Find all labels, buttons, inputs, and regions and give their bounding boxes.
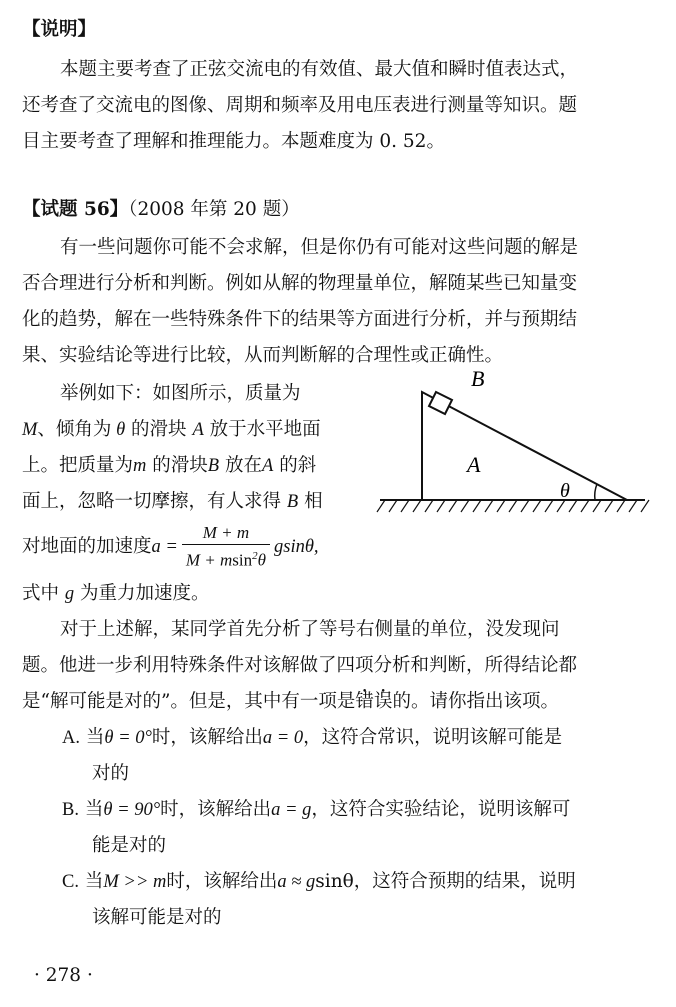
- example-line: 上。把质量为m 的滑块B 放在A 的斜: [22, 455, 317, 476]
- explanation-header: 【说明】: [22, 19, 97, 40]
- example-line: M、倾角为 θ 的滑块 A 放于水平地面: [22, 419, 321, 440]
- explanation-line: 本题主要考查了正弦交流电的有效值、最大值和瞬时值表达式，: [60, 59, 579, 80]
- example-line: 式中 g 为重力加速度。: [22, 583, 210, 604]
- option-A-cont: 对的: [92, 763, 130, 784]
- example-line: 面上，忽略一切摩擦，有人求得 B 相: [22, 491, 323, 512]
- incline-figure: [375, 370, 655, 525]
- acceleration-formula: 对地面的加速度a = $\frac{M + m}{M + msin^2\theta}$ gsinθ,: [22, 523, 319, 570]
- block-B: [429, 392, 452, 414]
- question-header: [22, 196, 300, 224]
- label-theta: θ: [560, 480, 570, 502]
- page-number: · 278 ·: [34, 965, 93, 986]
- intro-line: 化的趋势，解在一些特殊条件下的结果等方面进行分析，并与预期结: [22, 309, 578, 330]
- question-number: 【试题 56】: [22, 199, 129, 220]
- option-B-cont: 能是对的: [92, 835, 167, 856]
- angle-arc: [595, 484, 597, 500]
- option-A: A. 当θ = 0°时，该解给出a = 0，这符合常识，说明该解可能是: [62, 727, 563, 748]
- example-line: 举例如下：如图所示，质量为: [60, 383, 301, 404]
- wedge-A: [422, 392, 627, 500]
- question-source: （2008 年第 20 题）: [128, 199, 300, 220]
- emphasis-char: 错: [355, 691, 374, 712]
- label-A: A: [467, 452, 481, 477]
- emphasis-char: 误: [373, 691, 393, 712]
- intro-line: 有一些问题你可能不会求解，但是你仍有可能对这些问题的解是: [60, 237, 579, 258]
- option-B: B. 当θ = 90°时，该解给出a = g，这符合实验结论，说明该解可: [62, 799, 571, 820]
- intro-line: 果、实验结论等进行比较，从而判断解的合理性或正确性。: [22, 345, 504, 366]
- fraction: $\frac{M + m}{M + msin^2\theta}$: [182, 522, 270, 572]
- ground-hatching: [377, 500, 649, 512]
- analysis-line: 对于上述解，某同学首先分析了等号右侧量的单位，没发现问: [60, 619, 560, 640]
- explanation-line: 还考查了交流电的图像、周期和频率及用电压表进行测量等知识。题: [22, 95, 578, 116]
- option-C: C. 当M >> m时，该解给出a ≈ gsinθ，这符合预期的结果，说明: [62, 871, 576, 892]
- option-C-cont: 该解可能是对的: [92, 907, 222, 928]
- analysis-line: 是“解可能是对的”。但是，其中有一项是错误的。请你指出该项。: [22, 691, 559, 712]
- analysis-line: 题。他进一步利用特殊条件对该解做了四项分析和判断，所得结论都: [22, 655, 578, 676]
- intro-line: 否合理进行分析和判断。例如从解的物理量单位，解随某些已知量变: [22, 273, 578, 294]
- explanation-line: 目主要考查了理解和推理能力。本题难度为 0. 52。: [22, 131, 445, 152]
- label-B: B: [471, 370, 485, 391]
